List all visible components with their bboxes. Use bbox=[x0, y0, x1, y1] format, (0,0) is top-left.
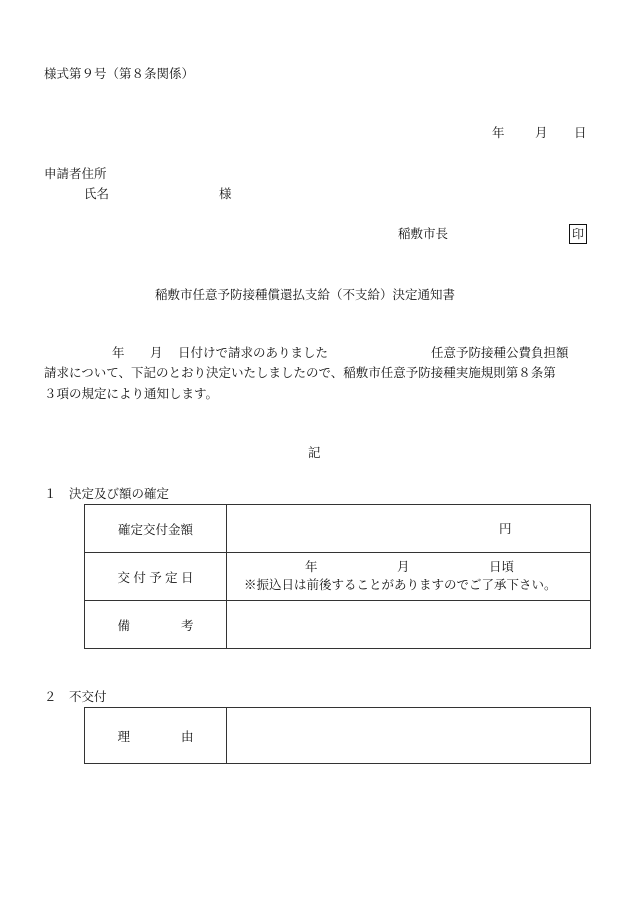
applicant-name-label: 氏名 bbox=[84, 186, 110, 201]
reason-label-cell bbox=[85, 708, 227, 764]
ki-heading: 記 bbox=[308, 445, 321, 460]
applicant-address-label: 申請者住所 bbox=[44, 166, 107, 181]
payment-day-label: 日頃 bbox=[489, 559, 515, 574]
section1-heading: １ 決定及び額の確定 bbox=[44, 486, 170, 501]
body-year-label: 年 bbox=[112, 345, 125, 360]
section1-table bbox=[84, 504, 591, 649]
body-day-text: 日付けで請求のありました bbox=[178, 345, 329, 360]
reason-label: 理由 bbox=[117, 728, 194, 744]
date-month-label: 月 bbox=[535, 125, 548, 140]
payment-date-note: ※振込日は前後することがありますのでご了承下さい。 bbox=[244, 577, 557, 592]
seal-mark: 印 bbox=[569, 224, 587, 244]
payment-date-label: 交付予定日 bbox=[117, 569, 194, 585]
remarks-label: 備考 bbox=[117, 617, 194, 633]
remarks-label-cell bbox=[85, 601, 227, 649]
payment-date-value-cell bbox=[227, 553, 591, 601]
body-line1-end: 任意予防接種公費負担額 bbox=[431, 345, 569, 360]
body-line2: 請求について、下記のとおり決定いたしましたので、稲敷市任意予防接種実施規則第８条第 bbox=[44, 365, 556, 380]
applicant-honorific: 様 bbox=[219, 186, 232, 201]
date-day-label: 日 bbox=[574, 125, 587, 140]
section2-table bbox=[84, 707, 591, 764]
payment-month-label: 月 bbox=[397, 559, 410, 574]
body-month-label: 月 bbox=[150, 345, 163, 360]
payment-date-label-cell bbox=[85, 553, 227, 601]
body-line3: ３項の規定により通知します。 bbox=[44, 386, 219, 401]
reason-row bbox=[85, 708, 591, 764]
amount-row bbox=[85, 505, 591, 553]
amount-value-cell bbox=[227, 505, 591, 553]
payment-year-label: 年 bbox=[305, 559, 318, 574]
payment-date-row bbox=[85, 553, 591, 601]
document-title: 稲敷市任意予防接種償還払支給（不支給）決定通知書 bbox=[155, 287, 456, 302]
form-number: 様式第９号（第８条関係） bbox=[44, 66, 195, 81]
amount-unit: 円 bbox=[499, 521, 512, 536]
issuer-title: 稲敷市長 bbox=[398, 226, 449, 241]
reason-value-cell bbox=[227, 708, 591, 764]
date-year-label: 年 bbox=[492, 125, 505, 140]
remarks-row bbox=[85, 601, 591, 649]
amount-label-cell bbox=[85, 505, 227, 553]
remarks-value-cell bbox=[227, 601, 591, 649]
section2-heading: ２ 不交付 bbox=[44, 689, 107, 704]
amount-label: 確定交付金額 bbox=[117, 521, 193, 537]
